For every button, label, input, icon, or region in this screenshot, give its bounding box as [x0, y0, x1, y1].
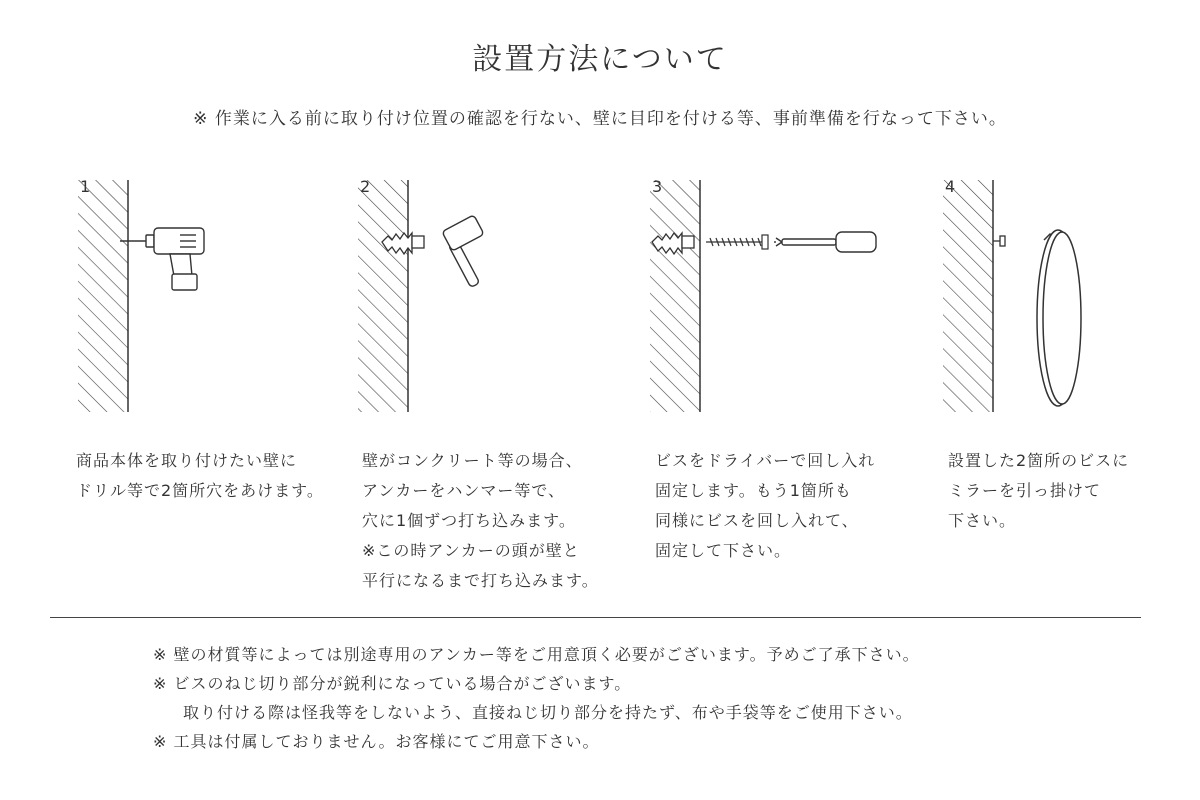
- step-1-illustration: [78, 177, 204, 412]
- wall-hatch: [358, 180, 408, 412]
- mirror-icon: [1037, 230, 1081, 406]
- step-3-line: 同様にビスを回し入れて、: [655, 511, 859, 530]
- step-2-line: 平行になるまで打ち込みます。: [362, 571, 599, 590]
- step-1-line: 商品本体を取り付けたい壁に: [76, 451, 298, 470]
- step-2-description: [362, 446, 599, 596]
- step-2-line: アンカーをハンマー等で、: [362, 481, 566, 500]
- installation-illustrations: [0, 170, 1200, 420]
- page-title: 設置方法について: [472, 42, 728, 77]
- step-3-line: ビスをドライバーで回し入れ: [655, 451, 876, 470]
- caution-notes: [153, 640, 920, 756]
- screw-icon: [706, 235, 768, 249]
- step-4-description: [948, 446, 1129, 536]
- caution-note: 取り付ける際は怪我等をしないよう、直接ねじ切り部分を持たず、布や手袋等をご使用下さい。: [183, 703, 913, 722]
- step-2-illustration: [358, 177, 484, 412]
- caution-note: ※ 壁の材質等によっては別途専用のアンカー等をご用意頂く必要がございます。予めご了承下さい。: [153, 645, 920, 664]
- step-3-line: 固定して下さい。: [655, 541, 792, 560]
- step-4-illustration: [943, 177, 1081, 412]
- wall-hatch: [650, 180, 700, 412]
- step-1-description: [76, 446, 324, 506]
- anchor-icon: [382, 233, 424, 254]
- step-1-line: ドリル等で2箇所穴をあけます。: [76, 481, 324, 500]
- step-4-line: ミラーを引っ掛けて: [948, 481, 1102, 500]
- step-3-illustration: [650, 177, 876, 412]
- screw-icon: [993, 236, 1005, 246]
- wall-hatch: [943, 180, 993, 412]
- hammer-icon: [442, 215, 484, 288]
- step-2-line: 穴に1個ずつ打ち込みます。: [362, 511, 576, 530]
- section-divider: [50, 617, 1141, 618]
- screwdriver-icon: [774, 232, 876, 252]
- step-2-line: ※この時アンカーの頭が壁と: [362, 541, 580, 560]
- step-4-line: 下さい。: [948, 511, 1017, 530]
- drill-icon: [120, 228, 204, 290]
- caution-note: ※ ビスのねじ切り部分が鋭利になっている場合がございます。: [153, 674, 632, 693]
- caution-note: ※ 工具は付属しておりません。お客様にてご用意下さい。: [153, 732, 600, 751]
- step-2-line: 壁がコンクリート等の場合、: [362, 451, 583, 470]
- step-4-line: 設置した2箇所のビスに: [948, 451, 1130, 470]
- intro-note: ※ 作業に入る前に取り付け位置の確認を行ない、壁に目印を付ける等、事前準備を行なって下さい。: [193, 109, 1007, 129]
- step-3-line: 固定します。もう1箇所も: [655, 481, 852, 500]
- step-3-description: [655, 446, 875, 566]
- wall-hatch: [78, 180, 128, 412]
